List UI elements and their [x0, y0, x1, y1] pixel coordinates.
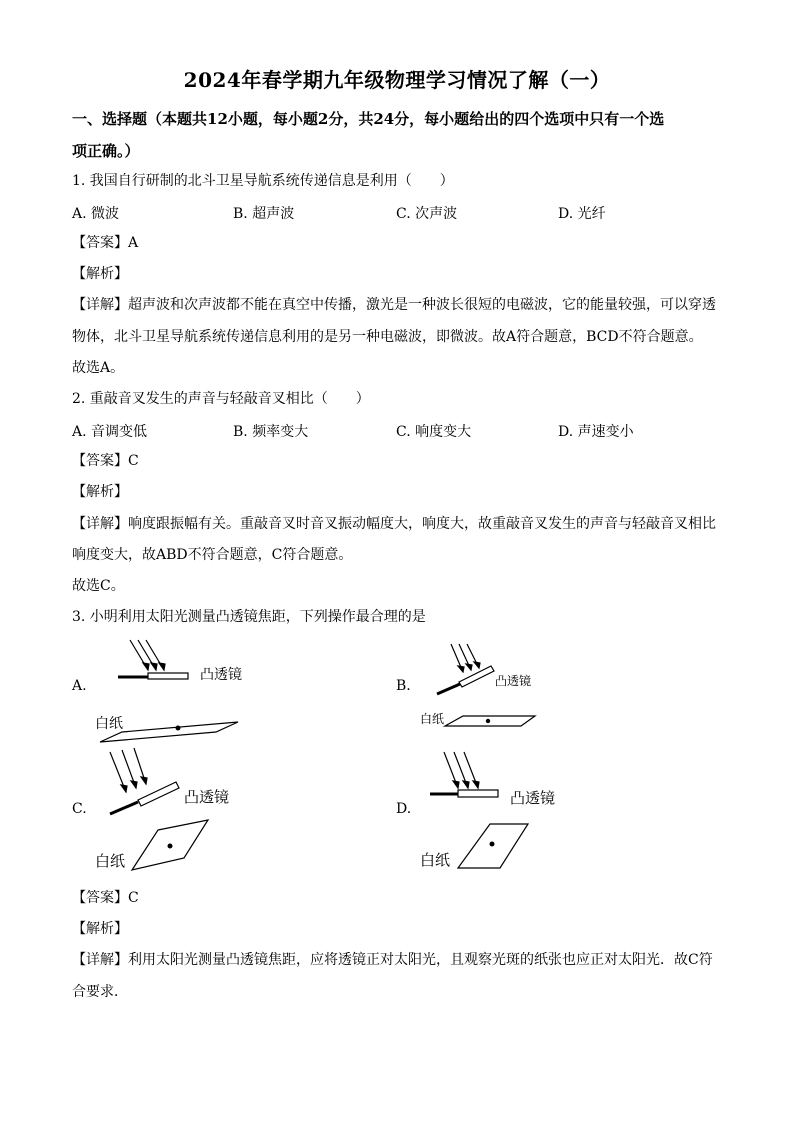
q3-b-lens-label: 凸透镜	[495, 674, 532, 688]
q3-a-paper-label: 白纸	[95, 716, 123, 732]
q3-stem: 3. 小明利用太阳光测量凸透镜焦距，下列操作最合理的是	[72, 609, 426, 625]
q2-answer: 【答案】C	[72, 453, 139, 469]
q3-d-lens-label: 凸透镜	[510, 789, 556, 807]
q3-b-paper-label: 白纸	[420, 712, 445, 726]
q2-analysis: 【解析】	[72, 484, 128, 500]
q3-option-d-letter: D.	[396, 801, 412, 817]
q1-detail-line1: 【详解】超声波和次声波都不能在真空中传播，激光是一种波长很短的电磁波，它的能量较强，可以穿透	[72, 297, 716, 313]
q2-option-b: B. 频率变大	[233, 424, 309, 440]
section-heading-line2: 项正确。）	[72, 142, 140, 160]
q2-stem: 2. 重敲音叉发生的声音与轻敲音叉相比（ ）	[72, 391, 370, 407]
q3-detail-line2: 合要求．	[72, 984, 128, 1000]
q2-detail-line2: 响度变大，故ABD不符合题意，C符合题意。	[72, 547, 353, 563]
page-title: 2024年春学期九年级物理学习情况了解（一）	[183, 68, 611, 92]
q3-detail-line1: 【详解】利用太阳光测量凸透镜焦距，应将透镜正对太阳光，且观察光斑的纸张也应正对太阳光．故C符	[72, 952, 713, 968]
q3-option-c-letter: C.	[72, 801, 87, 817]
q1-stem: 1. 我国自行研制的北斗卫星导航系统传递信息是利用（ ）	[72, 173, 454, 189]
q1-option-a: A. 微波	[72, 206, 120, 222]
q3-d-paper-label: 白纸	[420, 851, 451, 869]
q2-detail-line1: 【详解】响度跟振幅有关。重敲音叉时音叉振动幅度大，响度大，故重敲音叉发生的声音与轻敲音叉相比	[72, 516, 716, 532]
q1-answer: 【答案】A	[72, 235, 139, 251]
q1-conclusion: 故选A。	[72, 360, 125, 376]
q3-analysis: 【解析】	[72, 921, 128, 937]
q2-option-a: A. 音调变低	[72, 424, 148, 440]
q1-option-d: D. 光纤	[558, 206, 606, 222]
q2-conclusion: 故选C。	[72, 578, 125, 594]
q1-option-b: B. 超声波	[233, 206, 295, 222]
q3-a-lens-label: 凸透镜	[200, 667, 242, 683]
q2-option-c: C. 响度变大	[396, 424, 472, 440]
q3-c-paper-label: 白纸	[95, 852, 126, 870]
q3-option-a-letter: A.	[72, 678, 87, 694]
section-heading-line1: 一、选择题（本题共12小题，每小题2分，共24分，每小题给出的四个选项中只有一个选	[72, 110, 665, 128]
q1-option-c: C. 次声波	[396, 206, 458, 222]
q2-option-d: D. 声速变小	[558, 424, 634, 440]
q1-analysis: 【解析】	[72, 266, 128, 282]
q3-option-b-letter: B.	[396, 678, 411, 694]
q3-answer: 【答案】C	[72, 890, 139, 906]
q1-detail-line2: 物体，北斗卫星导航系统传递信息利用的是另一种电磁波，即微波。故A符合题意，BCD不符合题意。	[72, 329, 703, 345]
q3-c-lens-label: 凸透镜	[184, 788, 230, 806]
